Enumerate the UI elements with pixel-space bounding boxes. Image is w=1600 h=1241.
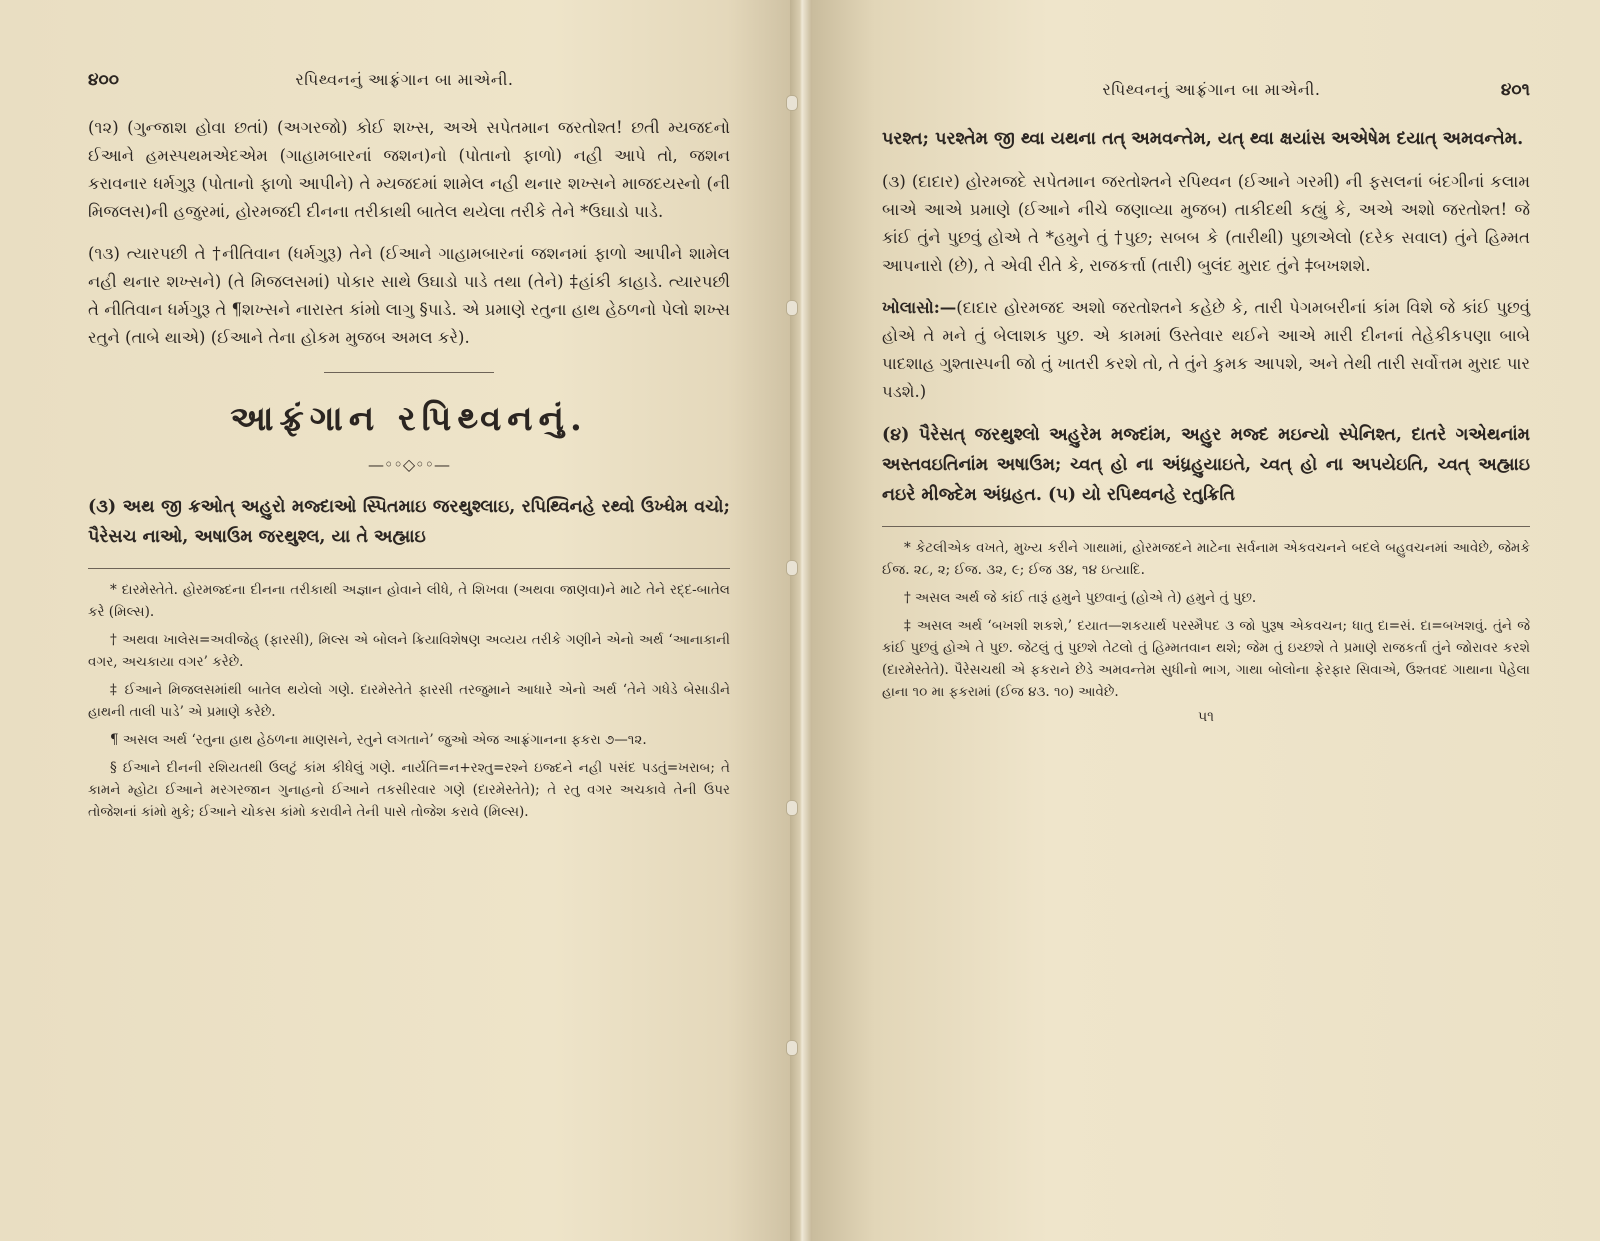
- left-page-header: [88, 70, 730, 90]
- footnote-divider: [882, 526, 1530, 527]
- footnote: * દારમેસ્તેતે. હોરમજ્દના દીનના તરીકાથી અજ્ઞાન હોવાને લીધે, તે શિખવા (અથવા જાણવા)ને માટે તેને રદ્દ-બાતેલ કરે (મિલ્સ).: [88, 582, 730, 620]
- divider: [324, 372, 494, 373]
- kholaso: [882, 294, 1530, 406]
- right-page-header: [882, 80, 1530, 100]
- binding-stitch: [786, 560, 798, 576]
- kholaso-label: ખોલાસો:—: [882, 298, 957, 317]
- right-page: [812, 0, 1600, 1241]
- paragraph-12: (૧૨) (ગુન્જાશ હોવા છતાં) (અગરજો) કોઈ શખ્સ, અએ સપેતમાન જરતોશ્ત! છતી મ્યજદનો ઈઆને હમસ્પથમએદએમ (ગાહામબારનાં જશન)નો (પોતાનો ફાળો) નહી આપે તો, જશન કરાવનાર ધર્મગુરૂ (પોતાનો ફાળો આપીને) તે મ્યજદમાં શામેલ નહી થનાર શખ્સને માજદયસ્નો (ની મિજલસ)ની હજુરમાં, હોરમજદી દીનના તરીકાથી બાતેલ થયેલા તરીકે તેને *ઉઘાડો પાડે.: [88, 118, 730, 221]
- binding-stitch: [786, 95, 798, 111]
- section-title: આફ્રંગાન રપિથ્વનનું.: [230, 399, 588, 439]
- running-title: રપિથ્વનનું આફ્રંગાન બા માએની.: [295, 70, 514, 89]
- paragraph-13: (૧૩) ત્યારપછી તે †નીતિવાન (ધર્મગુરૂ) તેને (ઈઆને ગાહામબારનાં જશનમાં ફાળો આપીને શામેલ નહી થનાર શખ્સને) (તે મિજલસમાં) પોકાર સાથે ઉઘાડો પાડે તથા (તેને) ‡હાંકી કાહાડે. ત્યારપછી તે નીતિવાન ધર્મગુરૂ તે ¶શખ્સને નારાસ્ત કાંમો લાગુ §પાડે. એ પ્રમાણે રતુના હાથ હેઠળનો પેલો શખ્સ રતુને (તાબે થાએ) (ઈઆને તેના હોકમ મુજબ અમલ કરે).: [88, 244, 730, 347]
- verse-4: (૪) પૈરેસત્ જરથુશ્લો અહુરેમ મજ્દાંમ, અહુર મજ્દ મઇન્યો સ્પેનિશ્ત, દાતરે ગએથનાંમ અસ્તવઇતિનાંમ અષાઉમ; ચ્વત્ હો ના અંધ્રહુયાઇતે, ચ્વત્ હો ના અપયેઇતિ, ચ્વત્ અહ્માઇ નઇરે મીજ્દેમ અંધ્રહત. (૫) યો રપિથ્વનહે રતુક્રિતિ: [882, 425, 1530, 505]
- footnote: § ઈઆને દીનની રશિયતથી ઉલટું કાંમ કીધેલું ગણે. નાર્યતિ=ન+રશ્તુ=રશ્ને ઇજ્દને નહી પસંદ પડતું=ખરાબ; તે કામને મ્હોટા ઈઆને મરગરજાન ગુનાહનો ઈઆને તકસીરવાર ગણે (દારમેસ્તેતે); તે રતુ વગર અચકાવે તેની ઉપર તોજેશનાં કાંમો મુકે; ઈઆને ચોકસ કાંમો કરાવીને તેની પાસે તોજેશ કરાવે (મિલ્સ).: [88, 760, 730, 820]
- footnote: ‡ ઈઆને મિજલસમાંથી બાતેલ થયેલો ગણે. દારમેસ્તેતે ફારસી તરજુમાને આધારે એનો અર્થ ‘તેને ગધેડે બેસાડીને હાથની તાલી પાડે’ એ પ્રમાણે કરેછે.: [88, 682, 730, 720]
- binding-stitch: [786, 800, 798, 816]
- footnote: ¶ અસલ અર્થ ‘રતુના હાથ હેઠળના માણસને, રતુને લગતાને’ જુઓ એજ આફ્રંગાનના ફકરા ૭—૧૨.: [110, 732, 647, 748]
- footnote: † અથવા ખાલેસ=અવીજેહ્ (ફારસી), મિલ્સ એ બોલને ક્રિયાવિશેષણ અવ્યય તરીકે ગણીને એનો અર્થ ‘આનાકાની વગર, અચકાયા વગર’ કરેછે.: [88, 632, 730, 670]
- ornament: —◦◦◇◦◦—: [367, 455, 451, 474]
- running-title: રપિથ્વનનું આફ્રંગાન બા માએની.: [1102, 80, 1321, 99]
- footnote: * કેટલીએક વખતે, મુખ્ય કરીને ગાથામાં, હોરમજદને માટેના સર્વનામ એકવચનને બદલે બહુવચનમાં આવેછે, જેમકે ઈજ. ૨૮, ૨; ઈજ. ૩૨, ૯; ઈજ ૩૪, ૧૪ ઇત્યાદિ.: [882, 540, 1530, 578]
- paragraph-3: (૩) (દાદાર) હોરમજદે સપેતમાન જરતોશ્તને રપિથ્વન (ઈઆને ગરમી) ની ફસલનાં બંદગીનાં કલામ બાએ આએ પ્રમાણે (ઈઆને નીચે જણાવ્યા મુજબ) તાકીદથી કહ્યું કે, અએ અશો જરતોશ્ત! જે કાંઈ તુંને પુછવું હોએ તે *હમુને તું †પુછ; સબબ કે (તારીથી) પુછાએલો (દરેક સવાલ) તુંને હિમ્મત આપનારો (છે), તે એવી રીતે કે, રાજકર્ત્તા (તારી) બુલંદ મુરાદ તુંને ‡બખશશે.: [882, 172, 1530, 275]
- binding-stitch: [786, 300, 798, 316]
- verse-3: (૩) અથ જી ક્રઓત્ અહુરો મજ્દાઓ સ્પિતમાઇ જરથુશ્લાઇ, રપિથ્વિનહે રથ્વો ઉખ્ધેમ વચો; પૈરેસચ નાઓ, અષાઉમ જરથુશ્લ, યા તે અહ્માઇ: [88, 497, 730, 547]
- footnote: † અસલ અર્થ જે કાંઈ તારૂં હમુને પુછવાનું (હોએ તે) હમુને તું પુછ.: [904, 590, 1257, 606]
- binding-stitch: [786, 1040, 798, 1056]
- footnote-divider: [88, 568, 730, 569]
- signature-mark: ૫૧: [1197, 709, 1215, 725]
- verse-continuation: પરશ્ત; પરશ્તેમ જી થ્વા યથના તત્ અમવન્તેમ, યત્ થ્વા ક્ષયાંસ અએષેમ દયાત્ અમવન્તેમ.: [882, 129, 1524, 149]
- page-number: ૪૦૧: [1500, 80, 1530, 100]
- footnote: ‡ અસલ અર્થ ‘બખશી શકશે,’ દયાત—શકયાર્થ પરસ્મૈપદ ૩ જો પુરૂષ એકવચન; ધાતુ દા=સં. દા=બખશવું. તુંને જે કાંઈ પુછવું હોએ તે પુછ. જેટલું તું પુછશે તેટલો તું હિમ્મતવાન થશે; જેમ તું ઇચ્છશે તે પ્રમાણે રાજકર્તા તુંને જોરાવર કરશે (દારમેસ્તેતે). પૈરેસચથી એ ફકરાને છેડે અમવન્તેમ સુધીનો ભાગ, ગાથા બોલોના ફેરફાર સિવાએ, ઉશ્તવદ ગાથાના પેહેલા હાના ૧૦ મા ફકરામાં (ઈજ ૪૩. ૧૦) આવેછે.: [882, 618, 1530, 700]
- kholaso-text: (દાદાર હોરમજદ અશો જરતોશ્તને કહેછે કે, તારી પેગમબરીનાં કાંમ વિશે જે કાંઈ પુછવું હોએ તે મને તું બેલાશક પુછ. એ કામમાં ઉસ્તેવાર થઈને આએ મારી દીનનાં તેહેકીકપણા બાબે પાદશાહ ગુશ્તાસ્પની જો તું ખાતરી કરશે તો, તે તુંને કુમક આપશે, અને તેથી તારી સર્વોત્તમ મુરાદ પાર પડશે.): [882, 298, 1530, 401]
- left-page: [0, 0, 790, 1241]
- page-number: ૪૦૦: [88, 70, 120, 90]
